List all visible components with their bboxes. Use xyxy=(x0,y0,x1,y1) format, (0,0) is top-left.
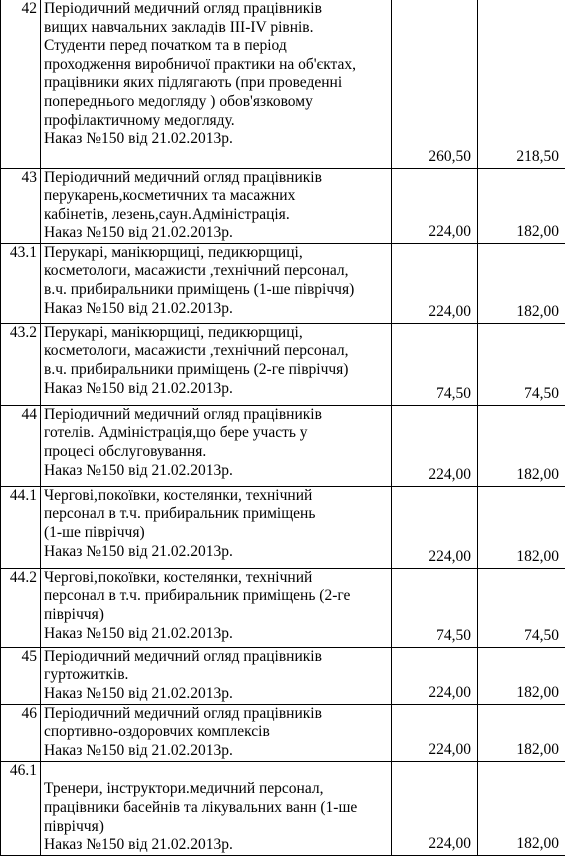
description-line: вищих навчальних закладів ІІІ-ІV рівнів. xyxy=(44,19,389,38)
description-line: Тренери, інструктори.медичний персонал, xyxy=(44,780,389,799)
price-secondary: 182,00 xyxy=(478,704,565,761)
row-description xyxy=(41,486,392,568)
description-line: косметологи, масажисти ,технічний персонал, xyxy=(44,262,389,281)
row-number: 46 xyxy=(1,704,41,761)
description-line: (1-ше півріччя) xyxy=(44,524,389,543)
row-description xyxy=(41,568,392,647)
price-primary: 224,00 xyxy=(392,704,478,761)
description-line: Періодичний медичний огляд працівників xyxy=(44,0,389,19)
description-line: Наказ №150 від 21.02.2013р. xyxy=(44,380,389,399)
price-secondary: 182,00 xyxy=(478,168,565,243)
description-line: косметологи, масажисти ,технічний персонал, xyxy=(44,342,389,361)
description-line: кабінетів, лезень,саун.Адміністрація. xyxy=(44,206,389,225)
price-secondary: 218,50 xyxy=(478,0,565,168)
table-row xyxy=(1,647,565,704)
price-secondary: 74,50 xyxy=(478,568,565,647)
row-number: 44 xyxy=(1,405,41,486)
table-row xyxy=(1,323,565,405)
description-line: Наказ №150 від 21.02.2013р. xyxy=(44,625,389,644)
description-line: готелів. Адміністрація,що бере участь у xyxy=(44,424,389,443)
description-line: півріччя) xyxy=(44,606,389,625)
description-line: Наказ №150 від 21.02.2013р. xyxy=(44,836,389,855)
price-secondary: 74,50 xyxy=(478,323,565,405)
description-line: Наказ №150 від 21.02.2013р. xyxy=(44,130,389,149)
description-line xyxy=(44,762,389,781)
description-line: Періодичний медичний огляд працівників xyxy=(44,705,389,724)
price-primary: 224,00 xyxy=(392,761,478,855)
description-line: спортивно-оздоровчих комплексів xyxy=(44,723,389,742)
description-line: проходження виробничої практики на об'єктах, xyxy=(44,56,389,75)
table-row xyxy=(1,704,565,761)
row-number: 43.2 xyxy=(1,323,41,405)
price-secondary: 182,00 xyxy=(478,647,565,704)
description-line: півріччя) xyxy=(44,818,389,837)
table-row xyxy=(1,486,565,568)
row-number: 44.1 xyxy=(1,486,41,568)
description-line: Періодичний медичний огляд працівників xyxy=(44,648,389,667)
price-primary: 74,50 xyxy=(392,568,478,647)
description-line: перукарень,косметичних та масажних xyxy=(44,187,389,206)
row-number: 46.1 xyxy=(1,761,41,855)
row-description xyxy=(41,0,392,168)
description-line: Періодичний медичний огляд працівників xyxy=(44,169,389,188)
table-row xyxy=(1,568,565,647)
table-row xyxy=(1,0,565,168)
table-row xyxy=(1,168,565,243)
price-primary: 224,00 xyxy=(392,168,478,243)
price-primary: 224,00 xyxy=(392,243,478,323)
description-line: Наказ №150 від 21.02.2013р. xyxy=(44,543,389,562)
description-line: в.ч. прибиральники приміщень (2-ге півріччя) xyxy=(44,361,389,380)
table-row xyxy=(1,761,565,855)
price-secondary: 182,00 xyxy=(478,405,565,486)
price-primary: 224,00 xyxy=(392,405,478,486)
row-number: 45 xyxy=(1,647,41,704)
description-line: гуртожитків. xyxy=(44,666,389,685)
price-table-body xyxy=(1,0,565,855)
description-line: працівники яких підлягають (при проведенні xyxy=(44,74,389,93)
description-line: Чергові,покоївки, костелянки, технічний xyxy=(44,487,389,506)
row-description xyxy=(41,243,392,323)
row-description xyxy=(41,761,392,855)
row-description xyxy=(41,168,392,243)
row-number: 44.2 xyxy=(1,568,41,647)
description-line: Наказ №150 від 21.02.2013р. xyxy=(44,300,389,319)
description-line: Чергові,покоївки, костелянки, технічний xyxy=(44,569,389,588)
table-row xyxy=(1,405,565,486)
price-primary: 260,50 xyxy=(392,0,478,168)
price-primary: 224,00 xyxy=(392,647,478,704)
description-line: Перукарі, манікюрщиці, педикюрщиці, xyxy=(44,244,389,263)
row-description xyxy=(41,647,392,704)
description-line: працівники басейнів та лікувальних ванн (1-ше xyxy=(44,799,389,818)
description-line: Наказ №150 від 21.02.2013р. xyxy=(44,224,389,243)
table-row xyxy=(1,243,565,323)
row-number: 43.1 xyxy=(1,243,41,323)
description-line: Перукарі, манікюрщиці, педикюрщиці, xyxy=(44,324,389,343)
row-number: 42 xyxy=(1,0,41,168)
row-description xyxy=(41,405,392,486)
description-line: в.ч. прибиральники приміщень (1-ше півріччя) xyxy=(44,281,389,300)
description-line: Наказ №150 від 21.02.2013р. xyxy=(44,742,389,761)
description-line: Наказ №150 від 21.02.2013р. xyxy=(44,462,389,481)
description-line: попереднього медогляду ) обов'язковому xyxy=(44,93,389,112)
description-line: персонал в т.ч. прибиральник приміщень xyxy=(44,505,389,524)
description-line: профілактичному медогляду. xyxy=(44,112,389,131)
description-line: Наказ №150 від 21.02.2013р. xyxy=(44,685,389,704)
description-line: персонал в т.ч. прибиральник приміщень (2-ге xyxy=(44,587,389,606)
price-primary: 74,50 xyxy=(392,323,478,405)
price-secondary: 182,00 xyxy=(478,761,565,855)
price-primary: 224,00 xyxy=(392,486,478,568)
price-secondary: 182,00 xyxy=(478,486,565,568)
description-line: Студенти перед початком та в період xyxy=(44,37,389,56)
row-number: 43 xyxy=(1,168,41,243)
price-secondary: 182,00 xyxy=(478,243,565,323)
description-line: процесі обслуговування. xyxy=(44,443,389,462)
row-description xyxy=(41,704,392,761)
row-description xyxy=(41,323,392,405)
description-line: Періодичний медичний огляд працівників xyxy=(44,406,389,425)
